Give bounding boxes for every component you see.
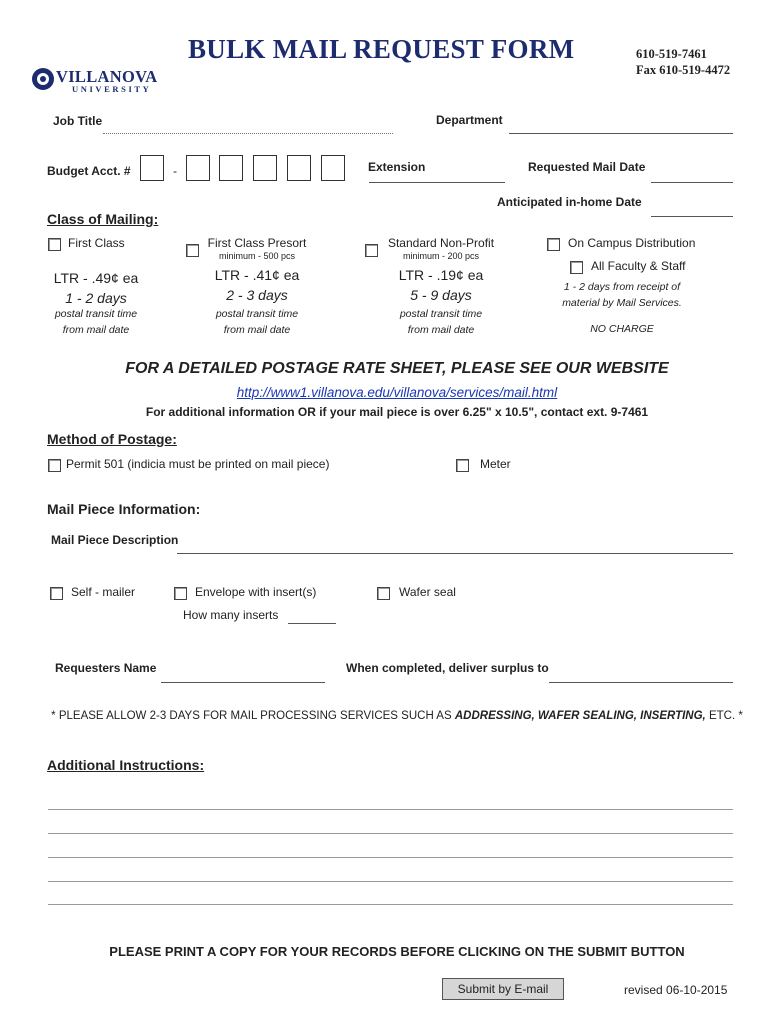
- requester-name-field[interactable]: [161, 682, 325, 683]
- permit-501-label: Permit 501 (indicia must be printed on mail piece): [66, 457, 330, 471]
- print-copy-notice: PLEASE PRINT A COPY FOR YOUR RECORDS BEFORE CLICKING ON THE SUBMIT BUTTON: [109, 944, 685, 959]
- anticipated-date-label: Anticipated in-home Date: [497, 195, 642, 209]
- instructions-line-4[interactable]: [48, 881, 733, 882]
- deliver-surplus-field[interactable]: [549, 682, 733, 683]
- mail-piece-heading: Mail Piece Information:: [47, 501, 201, 517]
- anticipated-date-field[interactable]: [651, 216, 733, 217]
- villanova-logo: [32, 68, 162, 96]
- submit-by-email-button[interactable]: Submit by E-mail: [442, 978, 564, 1000]
- form-title: BULK MAIL REQUEST FORM: [188, 34, 575, 64]
- first-class-presort-min: minimum - 500 pcs: [218, 251, 296, 261]
- standard-non-profit-min: minimum - 200 pcs: [402, 251, 480, 261]
- on-campus-label: On Campus Distribution: [568, 236, 696, 250]
- phone-number: 610-519-7461: [636, 47, 707, 61]
- first-class-note-2: from mail date: [62, 324, 130, 336]
- first-class-details: [36, 270, 156, 338]
- budget-acct-box-5[interactable]: [287, 155, 311, 181]
- extension-field[interactable]: [369, 182, 505, 183]
- first-class-presort-label: First Class Presort: [207, 236, 307, 250]
- how-many-inserts-field[interactable]: [288, 623, 336, 624]
- standard-non-profit-days: 5 - 9 days: [410, 287, 472, 303]
- how-many-inserts-label: How many inserts: [183, 608, 279, 622]
- deliver-surplus-label: When completed, deliver surplus to: [346, 661, 549, 675]
- first-class-note-1: postal transit time: [54, 308, 138, 320]
- website-link-wrap: [0, 384, 770, 402]
- requested-mail-date-field[interactable]: [651, 182, 733, 183]
- first-class-days: 1 - 2 days: [65, 290, 127, 306]
- extension-label: Extension: [368, 160, 426, 174]
- standard-non-profit-note-1: postal transit time: [399, 308, 483, 320]
- first-class-presort-days: 2 - 3 days: [226, 287, 288, 303]
- budget-acct-box-4[interactable]: [253, 155, 277, 181]
- budget-acct-box-6[interactable]: [321, 155, 345, 181]
- wafer-seal-checkbox[interactable]: [377, 587, 390, 600]
- website-block: [0, 360, 770, 378]
- additional-instructions-heading: Additional Instructions:: [47, 757, 205, 773]
- requester-name-label: Requesters Name: [55, 661, 157, 675]
- standard-non-profit-details: [376, 236, 506, 338]
- budget-acct-box-1[interactable]: [140, 155, 164, 181]
- mail-piece-description-label: Mail Piece Description: [51, 533, 179, 547]
- on-campus-note-1: 1 - 2 days from receipt of: [563, 281, 681, 293]
- requested-mail-date-label: Requested Mail Date: [528, 160, 646, 174]
- logo-name: VILLANOVA: [56, 67, 158, 86]
- on-campus-checkbox[interactable]: [547, 238, 560, 251]
- first-class-presort-note-1: postal transit time: [215, 308, 299, 320]
- revised-date: revised 06-10-2015: [624, 983, 728, 997]
- notice-prefix: * PLEASE ALLOW 2-3 DAYS FOR MAIL PROCESSING SERVICES SUCH AS: [51, 710, 455, 722]
- mail-piece-description-field[interactable]: [177, 553, 733, 554]
- first-class-presort-rate: LTR - .41¢ ea: [214, 267, 300, 283]
- additional-info-wrap: [0, 403, 770, 421]
- budget-acct-box-3[interactable]: [219, 155, 243, 181]
- instructions-line-1[interactable]: [48, 809, 733, 810]
- budget-acct-label: Budget Acct. #: [47, 164, 131, 178]
- budget-acct-dash: -: [173, 164, 177, 178]
- fax-number: Fax 610-519-4472: [636, 63, 731, 77]
- method-of-postage-heading: Method of Postage:: [47, 431, 177, 447]
- envelope-insert-checkbox[interactable]: [174, 587, 187, 600]
- job-title-field[interactable]: [103, 133, 393, 134]
- department-field[interactable]: [509, 133, 733, 134]
- instructions-line-5[interactable]: [48, 904, 733, 905]
- first-class-label: First Class: [68, 236, 125, 250]
- first-class-rate: LTR - .49¢ ea: [53, 270, 139, 286]
- standard-non-profit-label: Standard Non-Profit: [387, 236, 495, 250]
- job-title-label: Job Title: [53, 114, 103, 128]
- standard-non-profit-note-2: from mail date: [407, 324, 475, 336]
- on-campus-note-2: material by Mail Services.: [562, 297, 682, 309]
- self-mailer-label: Self - mailer: [71, 585, 136, 599]
- print-notice-wrap: [0, 943, 770, 961]
- envelope-insert-label: Envelope with insert(s): [195, 585, 317, 599]
- meter-label: Meter: [480, 457, 511, 471]
- standard-non-profit-rate: LTR - .19¢ ea: [398, 267, 484, 283]
- instructions-line-2[interactable]: [48, 833, 733, 834]
- first-class-checkbox[interactable]: [48, 238, 61, 251]
- contact-numbers: [636, 46, 730, 78]
- budget-acct-box-2[interactable]: [186, 155, 210, 181]
- on-campus-details: [552, 279, 692, 337]
- all-faculty-staff-checkbox[interactable]: [570, 261, 583, 274]
- website-link[interactable]: http://www1.villanova.edu/villanova/services/mail.html: [236, 385, 558, 400]
- notice-suffix: ETC. *: [705, 710, 743, 722]
- meter-checkbox[interactable]: [456, 459, 469, 472]
- notice-emphasis: ADDRESSING, WAFER SEALING, INSERTING,: [454, 710, 706, 722]
- self-mailer-checkbox[interactable]: [50, 587, 63, 600]
- processing-notice: [0, 710, 770, 722]
- first-class-presort-note-2: from mail date: [223, 324, 291, 336]
- wafer-seal-label: Wafer seal: [399, 585, 456, 599]
- instructions-line-3[interactable]: [48, 857, 733, 858]
- department-label: Department: [436, 113, 503, 127]
- no-charge-text: NO CHARGE: [590, 323, 654, 335]
- university-seal-icon: [32, 68, 54, 90]
- all-faculty-staff-label: All Faculty & Staff: [591, 259, 686, 273]
- first-class-presort-details: [196, 236, 318, 338]
- rate-sheet-heading: FOR A DETAILED POSTAGE RATE SHEET, PLEASE SEE OUR WEBSITE: [125, 360, 669, 377]
- additional-info-text: For additional information OR if your mail piece is over 6.25" x 10.5", contact ext. 9-7461: [145, 405, 649, 419]
- class-of-mailing-heading: Class of Mailing:: [47, 211, 159, 227]
- permit-501-checkbox[interactable]: [48, 459, 61, 472]
- logo-subtitle: UNIVERSITY: [72, 84, 152, 94]
